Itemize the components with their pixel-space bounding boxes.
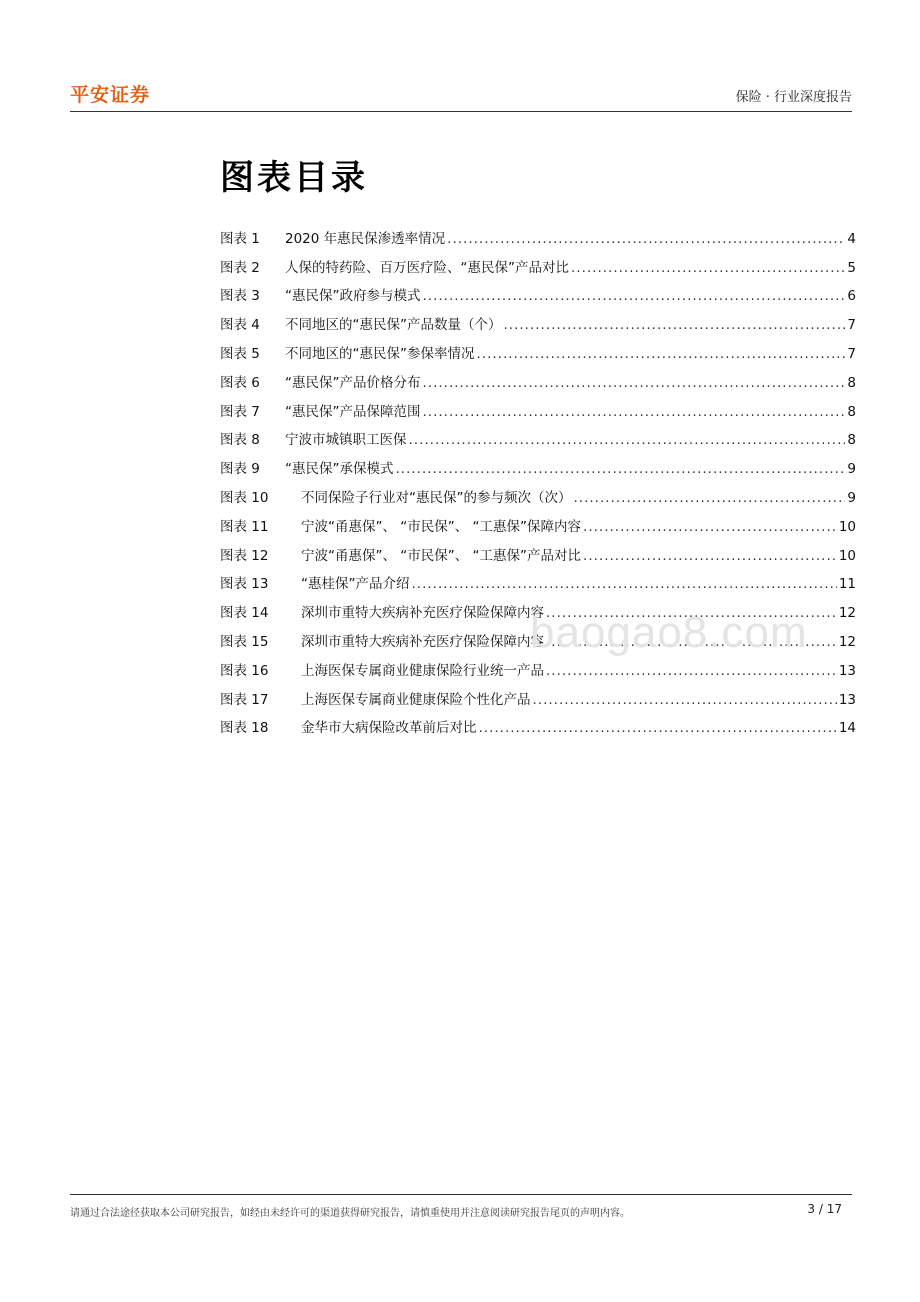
toc-entry[interactable] — [220, 506, 856, 535]
toc-entry-label: 图表 8 — [220, 432, 260, 449]
toc-entry-page: 7 — [847, 345, 856, 362]
toc-entry-title: “惠桂保”产品介绍 — [301, 576, 410, 593]
toc-entry-page: 13 — [838, 691, 856, 708]
toc-entry-page: 13 — [838, 662, 856, 679]
toc-entry-label: 图表 6 — [220, 374, 260, 391]
toc-entry[interactable] — [220, 708, 856, 737]
toc-leader-dots — [583, 519, 837, 535]
toc-entry-title: “惠民保”承保模式 — [285, 461, 394, 478]
toc-leader-dots — [412, 576, 837, 592]
toc-entry-title: 人保的特药险、百万医疗险、“惠民保”产品对比 — [285, 259, 569, 276]
report-category: 保险 · 行业深度报告 — [735, 90, 852, 105]
toc-leader-dots — [533, 692, 837, 708]
toc-entry-page: 7 — [847, 317, 856, 334]
page-footer — [70, 1194, 852, 1219]
toc-entry-title: 宁波“甬惠保”、 “市民保”、 “工惠保”保障内容 — [301, 518, 582, 535]
toc-entry-title: “惠民保”产品价格分布 — [285, 374, 421, 391]
toc-entry-page: 10 — [838, 547, 856, 564]
toc-entry-label: 图表 3 — [220, 288, 260, 305]
toc-leader-dots — [396, 461, 846, 477]
toc-entry[interactable] — [220, 333, 856, 362]
toc-entry-title: 深圳市重特大疾病补充医疗保险保障内容 — [301, 633, 544, 650]
toc-entry-label: 图表 2 — [220, 259, 260, 276]
toc-entry-label: 图表 17 — [220, 691, 269, 708]
toc-leader-dots — [423, 404, 846, 420]
toc-entry-page: 8 — [847, 403, 856, 420]
toc-entry-label: 图表 16 — [220, 662, 269, 679]
toc-entry[interactable] — [220, 247, 856, 276]
toc-entry[interactable] — [220, 276, 856, 305]
toc-entry[interactable] — [220, 218, 856, 247]
toc-entry-title: “惠民保”产品保障范围 — [285, 403, 421, 420]
toc-entry-label: 图表 7 — [220, 403, 260, 420]
header-divider — [70, 111, 852, 112]
toc-leader-dots — [574, 490, 846, 506]
watermark: baogao8.com — [530, 608, 808, 657]
toc-entry-label: 图表 5 — [220, 345, 260, 362]
page-title: 图表目录 — [220, 158, 368, 198]
toc-entry-label: 图表 4 — [220, 317, 260, 334]
toc-entry-title: “惠民保”政府参与模式 — [285, 288, 421, 305]
toc-entry-title: 不同地区的“惠民保”参保率情况 — [285, 345, 475, 362]
toc-entry-page: 12 — [838, 605, 856, 622]
toc-entry-label: 图表 10 — [220, 489, 269, 506]
toc-entry-page: 12 — [838, 633, 856, 650]
toc-entry[interactable] — [220, 564, 856, 593]
footer-divider — [70, 1194, 852, 1195]
toc-leader-dots — [546, 663, 837, 679]
toc-entry-title: 2020 年惠民保渗透率情况 — [285, 230, 446, 247]
toc-entry-label: 图表 11 — [220, 518, 269, 535]
toc-entry-label: 图表 18 — [220, 720, 269, 737]
toc-leader-dots — [571, 260, 845, 276]
toc-entry-label: 图表 14 — [220, 605, 269, 622]
toc-entry-page: 9 — [847, 461, 856, 478]
toc-entry-page: 11 — [838, 576, 856, 593]
toc-entry-title: 金华市大病保险改革前后对比 — [301, 720, 477, 737]
toc-entry-label: 图表 12 — [220, 547, 269, 564]
toc-leader-dots — [477, 346, 846, 362]
toc-entry-title: 宁波市城镇职工医保 — [285, 432, 407, 449]
toc-leader-dots — [447, 231, 845, 247]
toc-leader-dots — [423, 375, 846, 391]
toc-entry-page: 5 — [847, 259, 856, 276]
toc-entry-label: 图表 15 — [220, 633, 269, 650]
toc-entry-label: 图表 1 — [220, 230, 260, 247]
disclaimer-text: 请通过合法途径获取本公司研究报告，如经由未经许可的渠道获得研究报告，请慎重使用并注意阅读研究报告尾页的声明内容。 — [70, 1208, 630, 1219]
toc-entry-title: 宁波“甬惠保”、 “市民保”、 “工惠保”产品对比 — [301, 547, 582, 564]
toc-entry[interactable] — [220, 535, 856, 564]
toc-entry-title: 深圳市重特大疾病补充医疗保险保障内容 — [301, 605, 544, 622]
toc-leader-dots — [423, 288, 846, 304]
toc-leader-dots — [479, 720, 837, 736]
page-header — [70, 78, 852, 112]
company-logo: 平安证券 — [70, 84, 151, 106]
toc-entry-title: 上海医保专属商业健康保险行业统一产品 — [301, 662, 544, 679]
toc-entry-page: 4 — [847, 230, 856, 247]
toc-entry-page: 8 — [847, 374, 856, 391]
toc-entry-page: 8 — [847, 432, 856, 449]
toc-entry-page: 9 — [847, 489, 856, 506]
toc-leader-dots — [583, 548, 837, 564]
toc-leader-dots — [409, 432, 846, 448]
page-number: 3 / 17 — [807, 1202, 842, 1216]
toc-entry-label: 图表 13 — [220, 576, 269, 593]
toc-entry-title: 不同地区的“惠民保”产品数量（个） — [285, 317, 502, 334]
toc-entry[interactable] — [220, 420, 856, 449]
toc-entry[interactable] — [220, 448, 856, 477]
toc-entry-page: 14 — [838, 720, 856, 737]
toc-entry[interactable] — [220, 362, 856, 391]
toc-entry-page: 6 — [847, 288, 856, 305]
toc-entry-title: 上海医保专属商业健康保险个性化产品 — [301, 691, 531, 708]
toc-entry[interactable] — [220, 304, 856, 333]
toc-leader-dots — [504, 317, 846, 333]
toc-entry[interactable] — [220, 391, 856, 420]
table-of-figures — [220, 218, 856, 736]
toc-entry-page: 10 — [838, 518, 856, 535]
toc-entry-label: 图表 9 — [220, 461, 260, 478]
toc-entry[interactable] — [220, 679, 856, 708]
toc-entry-title: 不同保险子行业对“惠民保”的参与频次（次） — [301, 489, 572, 506]
toc-entry[interactable] — [220, 477, 856, 506]
